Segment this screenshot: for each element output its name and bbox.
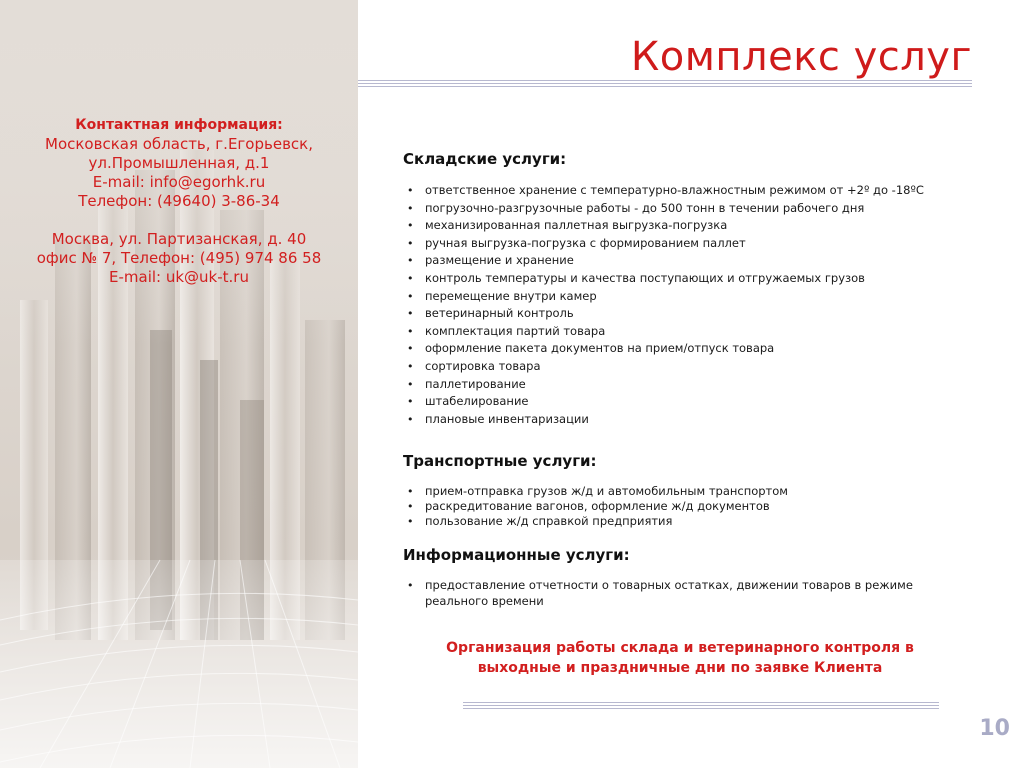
list-item: • комплектация партий товара <box>403 323 988 341</box>
list-item: • ручная выгрузка-погрузка с формированием паллет <box>403 235 988 253</box>
list-item: • прием-отправка грузов ж/д и автомобильным транспортом <box>403 484 988 499</box>
contact-line: ул.Промышленная, д.1 <box>88 154 270 172</box>
info-heading: Информационные услуги: <box>403 546 630 564</box>
contact-info <box>18 116 340 287</box>
transport-section <box>403 452 988 529</box>
left-decorative-panel <box>0 0 358 768</box>
contact-email-link[interactable]: E-mail: info@egorhk.ru <box>92 173 266 191</box>
contact-heading: Контактная информация: <box>75 117 283 133</box>
warehouse-list <box>403 182 988 428</box>
title-divider <box>358 80 972 90</box>
info-section <box>403 546 988 609</box>
slide-title: Комплекс услуг <box>630 34 972 80</box>
contact-spacer <box>18 211 340 230</box>
list-item: • ответственное хранение с температурно-влажностным режимом от +2º до -18ºC <box>403 182 988 200</box>
list-item: • контроль температуры и качества поступающих и отгружаемых грузов <box>403 270 988 288</box>
page-number: 10 <box>979 716 1010 741</box>
transport-list <box>403 484 988 529</box>
list-item: • паллетирование <box>403 376 988 394</box>
highlight-note: Организация работы склада и ветеринарного контроля в выходные и праздничные дни по заявке Клиента <box>446 640 914 676</box>
info-list <box>403 578 988 609</box>
list-item: • погрузочно-разгрузочные работы - до 500 тонн в течении рабочего дня <box>403 200 988 218</box>
list-item: • размещение и хранение <box>403 252 988 270</box>
contact-line: Москва, ул. Партизанская, д. 40 <box>51 230 307 248</box>
list-item: • механизированная паллетная выгрузка-погрузка <box>403 217 988 235</box>
list-item: • пользование ж/д справкой предприятия <box>403 514 988 529</box>
list-item: • плановые инвентаризации <box>403 411 988 429</box>
contact-phone: Телефон: (49640) 3-86-34 <box>78 192 280 210</box>
warehouse-heading: Складские услуги: <box>403 150 567 168</box>
list-item: • предоставление отчетности о товарных остатках, движении товаров в режиме реального времени <box>403 578 988 609</box>
list-item: • раскредитование вагонов, оформление ж/д документов <box>403 499 988 514</box>
contact-line: офис № 7, Телефон: (495) 974 86 58 <box>36 249 322 267</box>
list-item: • перемещение внутри камер <box>403 288 988 306</box>
list-item: • сортировка товара <box>403 358 988 376</box>
list-item: • штабелирование <box>403 393 988 411</box>
list-item: • ветеринарный контроль <box>403 305 988 323</box>
contact-email-link[interactable]: E-mail: uk@uk-t.ru <box>109 268 249 286</box>
contact-line: Московская область, г.Егорьевск, <box>45 135 313 153</box>
warehouse-section <box>403 150 988 428</box>
list-item: • оформление пакета документов на прием/отпуск товара <box>403 340 988 358</box>
transport-heading: Транспортные услуги: <box>403 452 597 470</box>
bottom-divider <box>463 702 939 712</box>
